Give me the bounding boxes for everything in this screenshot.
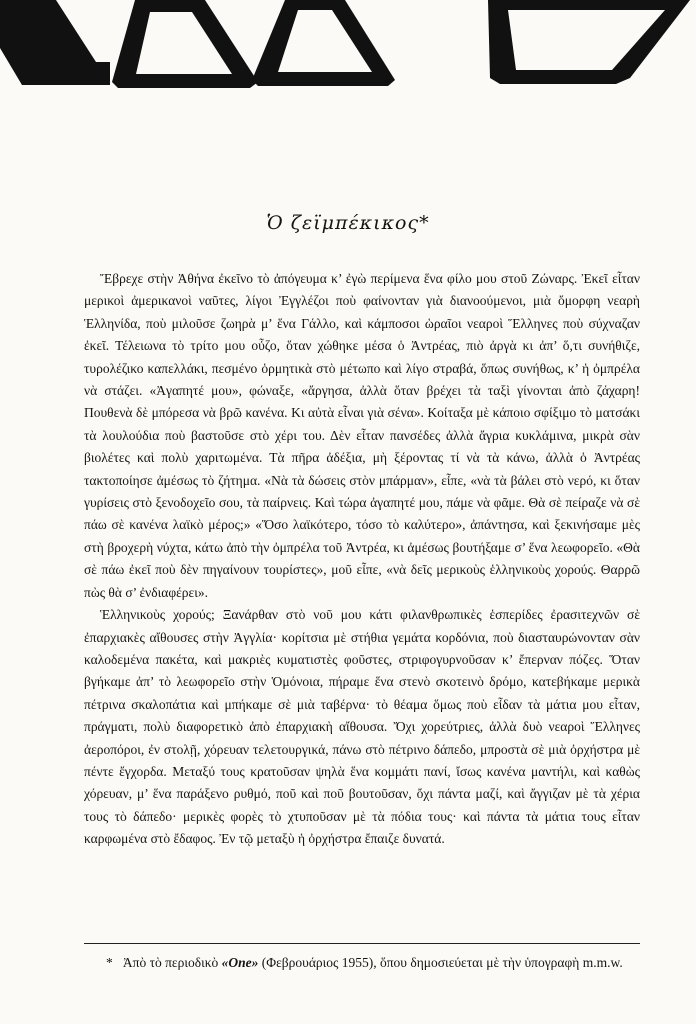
decorative-letters-graphic	[0, 0, 696, 95]
article-body	[84, 268, 640, 851]
footnote-text-after: (Φεβρουάριος 1955), ὅπου δημοσιεύεται μὲ τὴν ὑπογραφὴ m.m.w.	[258, 955, 623, 970]
body-paragraph: Ἔβρεχε στὴν Ἀθήνα ἐκεῖνο τὸ ἀπόγευμα κ’ ἐγὼ περίμενα ἕνα φίλο μου στοῦ Ζώναρς. Ἐκεῖ εἶταν μερικοὶ ἀμερικανοὶ ναῦτες, λίγοι Ἐγγλέζοι ποὺ φαίνονταν γιὰ διανοούμενοι, μιὰ ὄμορφη νεαρὴ Ἑλληνίδα, ποὺ μιλοῦσε ζωηρὰ μ’ ἕνα Γάλλο, καὶ κάμποσοι ὡραῖοι νεαροὶ Ἕλληνες ποὺ σύχναζαν ἐκεῖ. Τέλειωνα τὸ τρίτο μου οὖζο, ὅταν χώθηκε μέσα ὁ Ἀντρέας, πιὸ ἀργὰ κι ἀπ’ ὅ,τι συνήθιζε, τυρολέζικο καπελλάκι, πεσμένο ὁρμητικὰ στὸ μέτωπο καὶ λίγο στραβά, ὅπως συνήθως, κ’ ἡ ὀμπρέλα νὰ στάζει. «Ἀγαπητέ μου», φώναξε, «ἄργησα, ἀλλὰ ὅταν βρέχει τὰ ταξὶ γίνονται ἀπὸ ζάχαρη! Πουθενὰ δὲ μπόρεσα νὰ βρῶ κανένα. Κι αὐτὰ εἶναι γιὰ σένα». Κοίταξα μὲ κάποιο σφίξιμο τὸ ματσάκι τὰ λουλούδια ποὺ βαστοῦσε στὸ χέρι του. Δὲν εἶταν πανσέδες ἀλλὰ ἄγρια κυκλάμινα, μικρὰ σὰν βιολέτες καὶ πολὺ χαριτωμένα. Τὰ πῆρα ἀδέξια, μὴ ξέροντας τί νὰ τὰ κάνω, ἀλλὰ ὁ Ἀντρέας τακτοποίησε ἀμέσως τὸ ζήτημα. «Νὰ τὰ δώσεις στὸν μπάρμαν», εἶπε, «νὰ τὰ βάλει στὸ νερό, κι ὅταν γυρίσεις στὸ ξενοδοχεῖο σου, τὰ παίρνεις. Καὶ τώρα ἀγαπητέ μου, πάμε νὰ φᾶμε. Θὰ σὲ πείραζε νὰ σὲ πάω σὲ κανένα λαϊκὸ μέρος;» «Ὅσο λαϊκότερο, τόσο τὸ καλύτερο», ἀπάντησα, καὶ ξεκινήσαμε μὲς στὴ βροχερὴ νύχτα, κάτω ἀπὸ τὴν ὀμπρέλα τοῦ Ἀντρέα, κι ἀμέσως βουτήξαμε σ’ ἕνα λεωφορεῖο. «Θὰ σὲ πάω ἐκεῖ ποὺ δὲν πηγαίνουν τουρίστες», μοῦ εἶπε, «νὰ δεῖς μερικοὺς ἑλληνικοὺς χορούς. Θαρρῶ πὼς θὰ σ’ ἐνδιαφέρει».	[84, 271, 640, 600]
body-paragraph: Ἑλληνικοὺς χορούς; Ξανάρθαν στὸ νοῦ μου κάτι φιλανθρωπικὲς ἑσπερίδες ἐρασιτεχνῶν σὲ ἐπαρχιακὲς αἴθουσες στὴν Ἀγγλία· κορίτσια μὲ στήθια γεμάτα κορδόνια, ποὺ διασταυρώνονταν σὰν καλοδεμένα πακέτα, καὶ μακριὲς κυματιστὲς φοῦστες, στριφογυρνοῦσαν κ’ ἔπερναν πόζες. Ὅταν βγήκαμε ἀπ’ τὸ λεωφορεῖο στὴν Ὁμόνοια, πήραμε ἕνα στενὸ σκοτεινὸ δρόμο, κατεβήκαμε μερικὰ πέτρινα σκαλοπάτια καὶ μπήκαμε σὲ μιὰ ταβέρνα· τὸ θέαμα ὅμως ποὺ εἶδαν τὰ μάτια μου εἶταν, πράγματι, πολὺ διαφορετικὸ ἀπὸ ἐπαρχιακὴ αἴθουσα. Ὄχι χορεύτριες, ἀλλὰ δυὸ νεαροὶ Ἕλληνες ἀεροπόροι, ἐν στολῇ, χόρευαν τελετουργικά, πάνω στὸ πέτρινο δάπεδο, μπροστὰ σὲ μιὰ ὀρχήστρα μὲ πέντε ἔγχορδα. Μεταξύ τους κρατοῦσαν ψηλὰ ἕνα κομμάτι πανί, ἴσως κανένα μαντήλι, καὶ καθὼς χόρευαν, μ’ ἕνα παράξενο ρυθμό, ποῦ καὶ ποῦ βουτοῦσαν, ὄχι πάντα μαζί, καὶ ἄγγιζαν μὲ τὰ χέρια τους τὸ δάπεδο· μερικὲς φορὲς τὸ χτυποῦσαν μὲ τὰ πόδια τους· καὶ πάντα τὰ μάτια τους εἶταν καρφωμένα στὸ ἔδαφος. Ἐν τῷ μεταξὺ ἡ ὀρχήστρα ἔπαιζε δυνατά.	[84, 607, 640, 847]
letter-stroke-left	[0, 0, 110, 85]
footnote-magazine-name: «One»	[221, 955, 259, 970]
footnote-marker: *	[106, 955, 113, 970]
footnote-text-before: Ἀπὸ τὸ περιοδικὸ	[122, 955, 222, 970]
article-title: Ὁ ζεϊμπέκικος*	[266, 212, 430, 234]
footnote	[84, 952, 640, 974]
footnote-divider	[84, 943, 640, 944]
